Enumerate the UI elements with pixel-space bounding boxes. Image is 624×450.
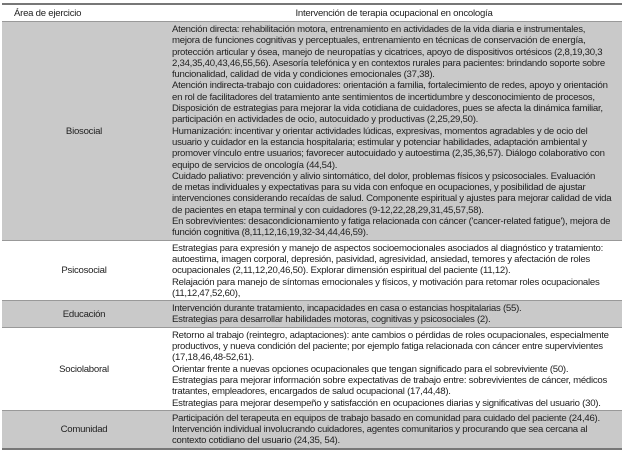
intervention-line: Humanización: incentivar y orientar actividades lúdicas, expresivas, momentos agradables y de ocio del [172,125,588,137]
intervention-line: Estrategias para mejorar información sobre expectativas de trabajo entre: sobrevivientes de cáncer, médicos [172,374,608,386]
intervention-line: autoestima, imagen corporal, depresión, pasividad, agresividad, ansiedad, temores y afectación de roles [172,253,590,265]
area-cell: Comunidad [2,410,166,448]
intervention-line: Disposición de estrategias para mejorar la vida cotidiana de cuidadores, pues se afecta la dinámica familiar, [172,103,603,115]
intervention-line: Atención indirecta-trabajo con cuidadores: orientación a familia, fortalecimiento de redes, apoyo y orientación [172,80,608,92]
intervention-line: productivos, y nueva condición del paciente; por ejemplo fatiga relacionada con cáncer entre supervivientes [172,341,603,353]
table-row [2,410,622,448]
intervention-line: función cognitiva (8,11,12,16,19,32-34,44,46,59). [172,227,369,239]
intervention-line: Relajación para manejo de síntomas emocionales y físicos, y motivación para retomar roles ocupacionales [172,276,600,288]
intervention-line: contexto cotidiano del usuario (24,35, 54). [172,435,340,447]
intervention-line: tratantes, empleadores, encargados de salud ocupacional (17,44,48). [172,386,451,398]
intervention-line: de pacientes en etapa terminal y con cuidadores (9-12,22,28,29,31,45,57,58). [172,204,484,216]
intervention-line: participación en actividades de ocio, autocuidado y productivas (2,25,29,50). [172,114,479,126]
intervention-line: en rol de facilitadores del tratamiento ante sentimientos de incertidumbre y desconocimiento de procesos, [172,91,595,103]
table-row [2,327,622,410]
intervention-line: de metas individuales y expectativas para su vida con enfoque en ocupaciones, y posibilidad de ajustar [172,182,586,194]
intervention-line: mejora de funciones cognitivas y perceptuales, entrenamiento en técnicas de conservación de energía, [172,35,586,47]
intervention-cell [166,240,622,300]
intervention-line: protección articular y ósea, manejo de neuropatías y cicatrices, apoyo de dispositivos ortésicos (2,8,19,30,3 [172,46,603,58]
intervention-cell [166,410,622,448]
intervention-line: 2,34,35,40,43,46,55,56). Asesoría telefónica y en contextos rurales para pacientes: brindando soporte sobre [172,57,605,69]
area-cell: Sociolaboral [2,327,166,410]
intervention-line: Retorno al trabajo (reintegro, adaptaciones): ante cambios o pérdidas de roles ocupacionales, especialmente [172,329,609,341]
intervention-line: Cuidado paliativo: prevención y alivio sintomático, del dolor, problemas físicos y psicosociales. Evaluación [172,170,596,182]
intervention-table [2,3,622,450]
intervention-line: En sobrevivientes: desacondicionamiento y fatiga relacionada con cáncer ('cancer-related fatigue'), mejora de [172,216,611,228]
table-row [2,22,622,241]
intervention-line: Intervención durante tratamiento, incapacidades en casa o estancias hospitalarias (55). [172,303,522,315]
table-body [2,22,622,449]
intervention-line: ocupacionales (2,11,12,20,46,50). Explorar dimensión espiritual del paciente (11,12). [172,265,511,277]
intervention-line: Estrategias para mejorar desempeño y satisfacción en ocupaciones diarias y significativas del usuario (30). [172,397,601,409]
intervention-cell [166,301,622,328]
intervention-line: Intervención individual involucrando cuidadores, agentes comunitarios y procurando que sea cercana al [172,424,588,436]
intervention-line: (17,18,46,48-52,61). [172,352,254,364]
header-row [2,4,622,22]
area-cell: Biosocial [2,22,166,241]
intervention-line: Atención directa: rehabilitación motora, entrenamiento en actividades de la vida diaria e instrumentales, [172,24,586,35]
intervention-line: intervenciones considerando recaídas de salud. Componente espiritual y ajustes para mejorar calidad de vida [172,193,612,205]
intervention-line: Estrategias para desarrollar habilidades motoras, cognitivas y psicosociales (2). [172,314,491,326]
intervention-cell [166,327,622,410]
table-row [2,301,622,328]
intervention-line: (11,12,47,52,60), [172,287,241,299]
intervention-line: funcionalidad, calidad de vida y condiciones emocionales (37,38). [172,69,435,81]
intervention-line: Orientar frente a nuevas opciones ocupacionales que tengan significado para el sobreviviente (50). [172,363,569,375]
area-cell: Psicosocial [2,240,166,300]
intervention-line: Participación del terapeuta en equipos de trabajo basado en comunidad para cuidado del paciente (24,46). [172,412,600,424]
header-area: Área de ejercicio [2,4,166,22]
intervention-line: usuario y cuidador en la estancia hospitalaria; estimular y potenciar habilidades, adaptación ambiental y [172,136,587,148]
table-row [2,240,622,300]
header-intervention: Intervención de terapia ocupacional en oncología [166,4,622,22]
intervention-line: promover vínculo entre usuarios; favorecer autocuidado y autoestima (2,35,36,57). Diálogo colaborativo con [172,148,605,160]
intervention-cell [166,22,622,241]
intervention-line: Estrategias para expresión y manejo de aspectos socioemocionales asociados al diagnóstico y tratamiento: [172,242,604,254]
intervention-line: equipo de servicios de oncología (44,54). [172,159,338,171]
area-cell: Educación [2,301,166,328]
